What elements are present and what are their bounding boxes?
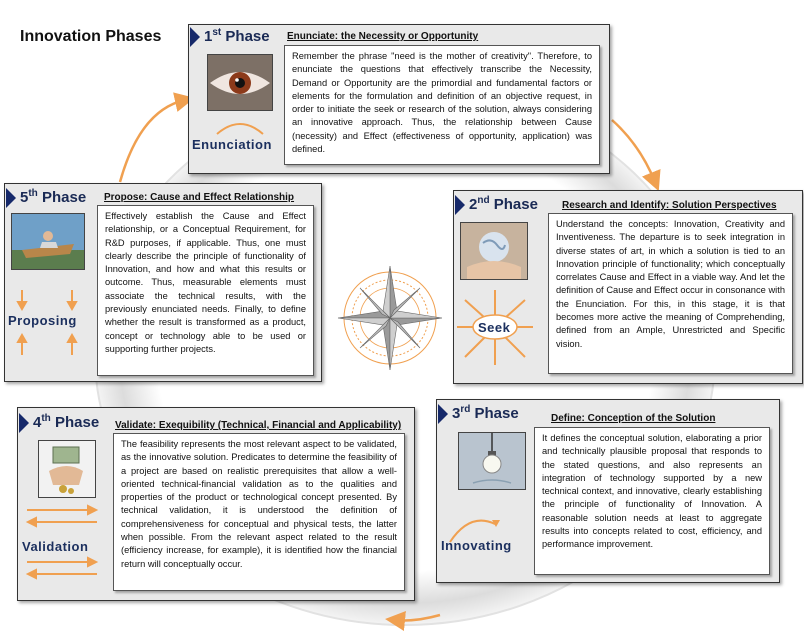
cycle-arrow-5-to-1 [120, 100, 185, 182]
phase-4-keyword: Validation [22, 539, 89, 554]
phase-1-heading: Enunciate: the Necessity or Opportunity [287, 31, 479, 42]
phase-3-heading: Define: Conception of the Solution [551, 413, 716, 424]
phase-3-text: It defines the conceptual solution, elaborating a prior and technically plausible proposal that responds to the stated questions, and also represents an integration of technology supported by a new technical context, and innovative, clearly establishing the principle of functionality of Innovation. A reasonable solution needs at least to aggregate results into concepts related to cost, efficiency, and performance improvement. [534, 427, 770, 575]
eye-picture [207, 54, 273, 111]
flying-carpet-picture [11, 213, 85, 270]
phase-5-keyword: Proposing [8, 313, 77, 328]
phase-5-text: Effectively establish the Cause and Effect relationship, or a Conceptual Requirement, for R&D purposes, if applicable. Thus, one must clearly describe the principle of functionality of Innovation, and how and what this results or outcome. Thus, measurable elements must associate the technical results, with the previously enunciated needs. Finally, to define whether the result is transformed as a product, concept or technology able to be used or supporting further projects. [97, 205, 314, 376]
phase-3-title: 3rd Phase [452, 404, 519, 422]
phase-2-marker-icon [455, 195, 465, 215]
phase-4-heading: Validate: Exequibility (Technical, Financial and Applicability) [115, 420, 402, 431]
globe-hands-picture [460, 222, 528, 280]
phase-1-keyword: Enunciation [192, 137, 272, 152]
phase-4-marker-icon [19, 413, 29, 433]
phase-1-text: Remember the phrase "need is the mother of creativity". Therefore, to enunciate the questions that effectively transcribe the Necessity, Demand or Opportunity are the primordial and fundamental factors or elements for the formulation and definition of an objective request, in order to initiate the seek or research of the solution, always considering an innovative approach. Thus, the relationship between Cause (necessity) and Effect (effectiveness of opportunity, application) was defined. [284, 45, 600, 165]
phase-2-keyword: Seek [478, 320, 511, 335]
light-bulb-picture [458, 432, 526, 490]
phase-3-keyword: Innovating [441, 538, 512, 553]
phase-2-heading: Research and Identify: Solution Perspectives [562, 200, 777, 211]
phase-4-text: The feasibility represents the most relevant aspect to be validated, as the innovative solution. Predicates to determine the feasibility of a project are based on realistic prerequisites that allow a well-oriented technical-financial validation as to the qualities and properties of the product or technological concept presented. By technical validation, it is understood the definition of comprehensiveness for conceptual and physical tests, the latter when possible. From the relevant aspect related to the result (efficiency increase, for example), it is identified how the financial return will conceptually occur. [113, 433, 405, 591]
phase-5-heading: Propose: Cause and Effect Relationship [104, 192, 295, 203]
phase-5-title: 5th Phase [20, 188, 87, 206]
page-title: Innovation Phases [20, 28, 162, 45]
phase-3-marker-icon [438, 404, 448, 424]
phase-1-marker-icon [190, 27, 200, 47]
money-hand-picture [38, 440, 96, 498]
phase-2-text: Understand the concepts: Innovation, Creativity and Inventiveness. The departure is to seek integration in diverse states of art, in which a solution is tied to an Innovation principle of functionality; which conceptually correlates Cause and Effect in a viable way. And let the definition of Cause and Effect occur in consonance with the Enunciation. For this, in this stage, it is that becomes more active the meaning of Comprehending, defined from an Ample, Unrestricted and Specific vision. [548, 213, 793, 374]
phase-1-title: 1st Phase [204, 27, 270, 45]
phase-4-title: 4th Phase [33, 413, 100, 431]
phase-5-marker-icon [6, 188, 16, 208]
phase-2-title: 2nd Phase [469, 195, 538, 213]
